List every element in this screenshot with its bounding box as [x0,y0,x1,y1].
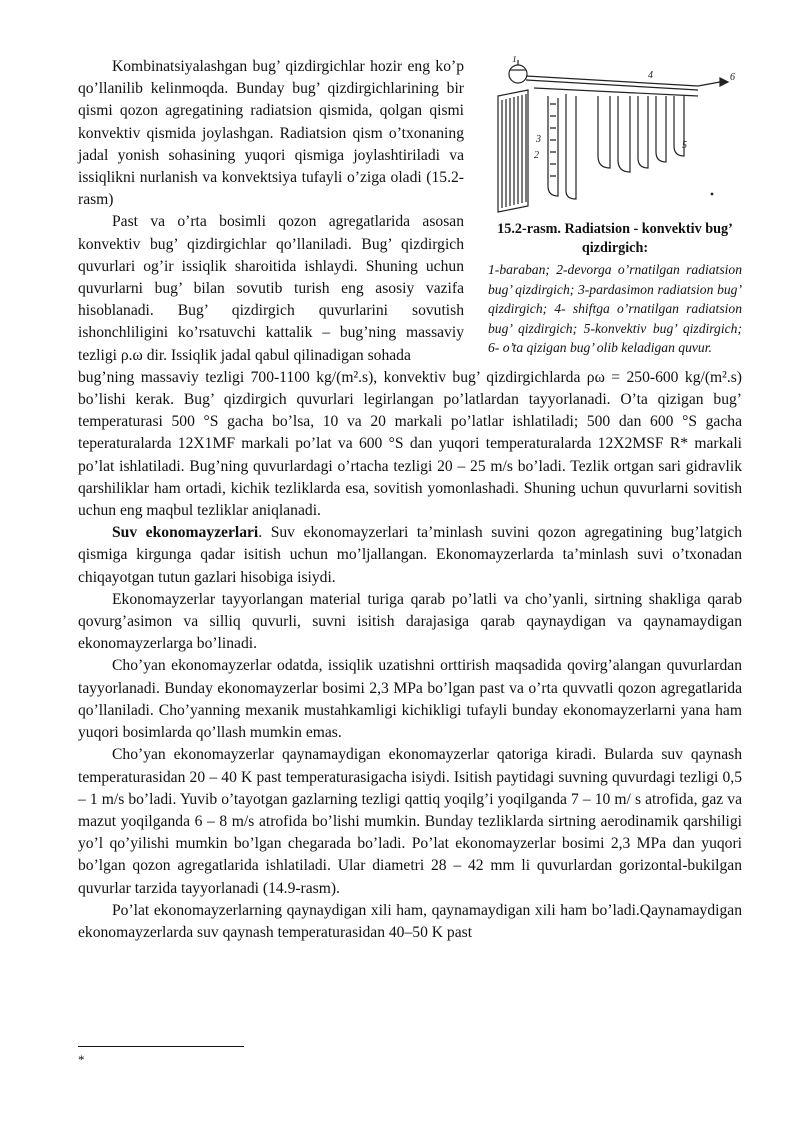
figure-caption-legend: 1-baraban; 2-devorga o’rnatilgan radiatsion bug’ qizdirgich; 3-pardasimon radiatsion bug’ qizdirgich; 4- shiftga o’rnatilgan radiatsion bug’ qizdirgich; 5-konvektiv bug’ qizdirgich; 6- o’ta qizigan bug’ olib keladigan quvur. [488,262,742,356]
fig-label-4: 4 [648,70,653,81]
figure-15-2 [488,56,742,358]
figure-caption-title: 15.2-rasm. Radiatsion - konvektiv bug’ qizdirgich: [497,221,733,256]
paragraph-cast-iron-economizers: Cho’yan ekonomayzerlar odatda, issiqlik uzatishni orttirish maqsadida qovirg’alangan quvurlardan tayyorlanadi. Bunday ekonomayzerlar bosimi 2,3 MPa bo’lgan past va o’rta quvvatli qozon agregatlarida qo’llaniladi. Cho’yanning mexanik mustahkamligi kichikligi tufayli bunday ekonomayzerlarni yana ham yuqori bosimlarda qo’llash mumkin emas. [78,657,742,742]
fig-label-3: 3 [536,134,541,145]
paragraph-convective-superheaters: Past va o’rta bosimli qozon agregatlarida asosan konvektiv bug’ qizdirgichlar qo’llaniladi. Bug’ qizdirgich quvurlari og’ir issiqlik sharoitida ishlaydi. Shuning uchun quvurlarni bug’ bilan sovutib turish eng asosiy vazifa hisoblanadi. Bug’ qizdirgich quvurlarini sovutish ishonchliligini ko’rsatuvchi kattalik – bug’ning massaviy tezligi ρ.ω dir. Issiqlik jadal qabul qilinadigan sohada [78,213,464,364]
economizers-intro: . Suv ekonomayzerlari ta’minlash suvini qozon agregatining bug’latgich qismiga kirgunga qadar isitish uchun mo’ljallangan. Ekonomayzerlarda ta’minlash suvi o’txonadan chiqayotgan tutun gazlari hisobiga isiydi. [78,524,742,586]
document-page [78,56,742,944]
fig-label-6: 6 [730,72,735,83]
superheater-diagram [488,56,742,216]
paragraph-combined-superheaters: Kombinatsiyalashgan bug’ qizdirgichlar hozir eng ko’p qo’llanilib kelinmoqda. Bunday bug’ qizdirgichlarining bir qismi qozon agregatining radiatsion qismida, qolgan qismi konvektiv qismida joylashgan. Radiatsion qism o’txonaning jadal yonish sohasining yuqori qismiga joylashtiriladi va issiqlikni nurlanish va konvektsiya tufayli o’ziga oladi (15.2-rasm) [78,58,464,209]
footnote-divider [78,1046,244,1047]
paragraph-cast-iron-non-boiling: Cho’yan ekonomayzerlar qaynamaydigan ekonomayzerlar qatoriga kiradi. Bularda suv qaynash temperaturasidan 20 – 40 K past temperaturasigacha isiydi. Isitish paytidagi suvning quvurdagi tezligi 0,5 – 1 m/s bo’ladi. Yuvib o’tayotgan gazlarning tezligi qattiq yoqilg’i yoqilganda 7 – 10 m/ s atrofida, gaz va mazut yoqilganda 6 – 8 m/s atrofida bo’lishi mumkin. Bunday tezliklarda sirtning aerodinamik qarshiligi yo’l qo’yilishi mumkin bo’lgan chegarada bo’ladi. Po’lat ekonomayzerlar bosimi 2,3 MPa dan yuqori bo’lgan qozon agregatlarida ishlatiladi. Ular diametri 28 – 42 mm li quvurlardan gorizontal-bukilgan quvurlar tarzida tayyorlanadi (14.9-rasm). [78,746,742,897]
heading-water-economizers: Suv ekonomayzerlari [112,524,259,542]
paragraph-economizer-types: Ekonomayzerlar tayyorlangan material turiga qarab po’latli va cho’yanli, sirtning shakliga qarab qovurg’asimon va silliq quvurli, suvni isitish darajasiga qarab qaynaydigan va qaynamaydigan ekonomayzerlarga bo’linadi. [78,590,742,653]
fig-label-2: 2 [534,150,539,161]
paragraph-steel-economizers: Po’lat ekonomayzerlarning qaynaydigan xili ham, qaynamaydigan xili ham bo’ladi.Qaynamaydigan ekonomayzerlarda suv qaynash temperaturasidan 40–50 K past [78,901,742,941]
text-column-top [78,56,464,367]
fig-label-1: 1 [512,56,517,65]
fig-label-5: 5 [682,140,687,151]
paragraph-continuation: bug’ning massaviy tezligi 700-1100 kg/(m².s), konvektiv bug’ qizdirgichlarda ρω = 250-600 kg/(m².s) bo’lishi kerak. Bug’ qizdirgich quvurlari legirlangan po’latlardan tayyorlanadi. O’ta qizigan bug’ temperaturasi 500 °S gacha bo’lsa, 10 va 20 markali po’latlar ishlatiladi; 500 dan 600 °S gacha teperaturalarda 12X1MF markali po’lat va 600 °S dan yuqori temperaturalarda 12X2MSF R* markali po’lat ishlatiladi. Bug’ning quvurlardagi o’rtacha tezligi 20 – 25 m/s bo’ladi. Tezlik ortgan sari gidravlik qarshiliklar ham ortadi, kichik tezliklarda esa, sovitish yomonlashadi. Shuning uchun quvurlarni sovitish uchun eng maqbul tezliklar aniqlanadi. [78,368,742,520]
paragraph-water-economizers [78,522,742,589]
footnote-mark: * [78,1052,85,1067]
